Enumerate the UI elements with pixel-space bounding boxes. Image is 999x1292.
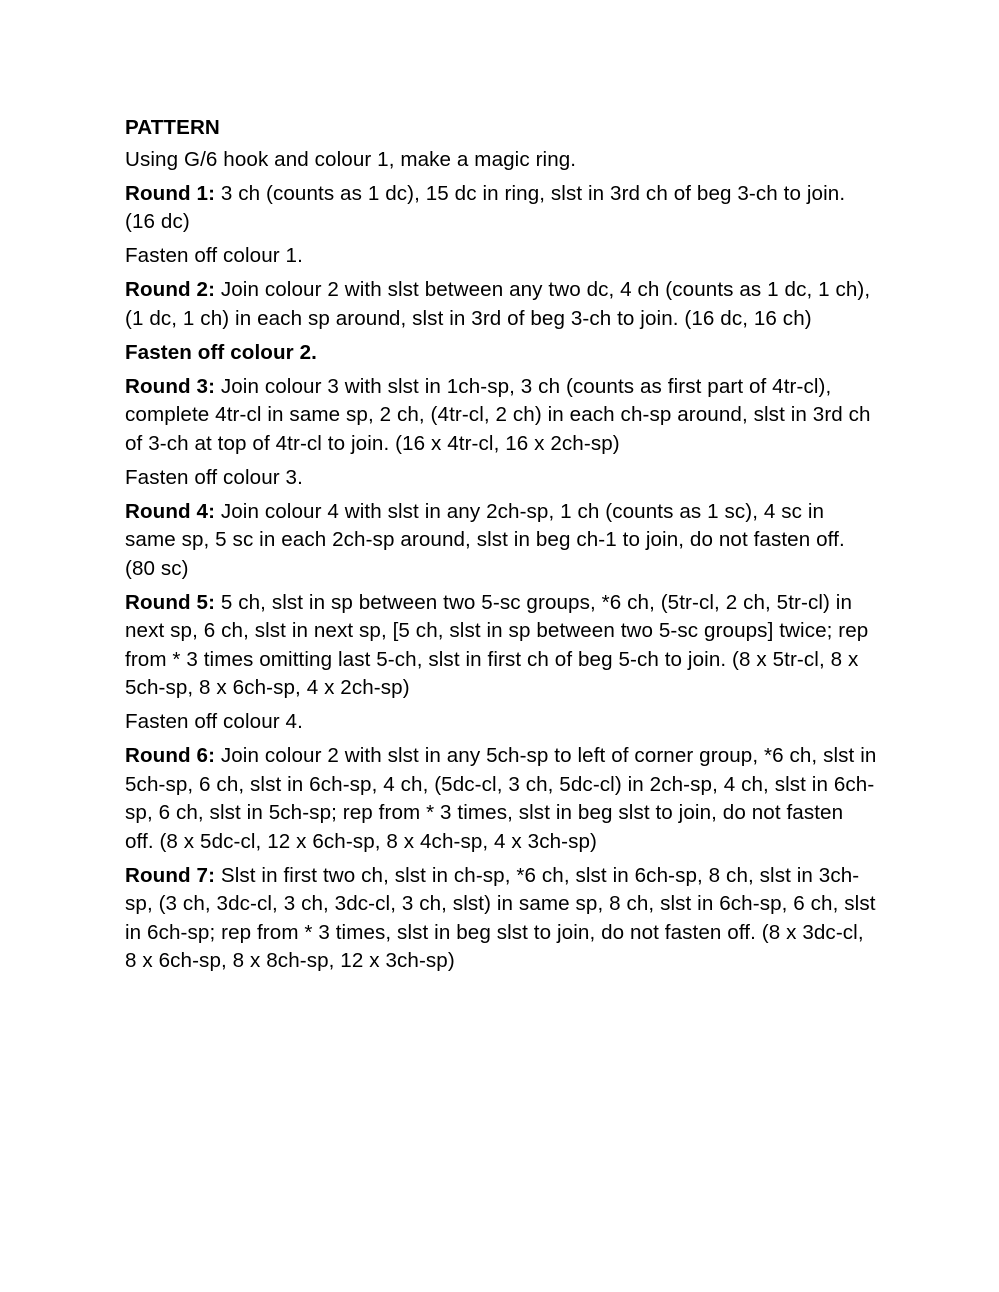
round-text: Slst in first two ch, slst in ch-sp, *6 ch, slst in 6ch-sp, 8 ch, slst in 3ch-sp, (3 ch, 3dc-cl, 3 ch, 3dc-cl, 3 ch, slst) in same sp, 8 ch, slst in 6ch-sp, 6 ch, slst in 6ch-sp; rep from * 3 times, slst in beg slst to join, do not fasten off. (8 x 3dc-cl, 8 x 6ch-sp, 8 x 8ch-sp, 12 x 3ch-sp) <box>125 863 876 972</box>
fasten-off-colour-2: Fasten off colour 2. <box>125 340 317 364</box>
round-label: Round 4: <box>125 499 216 523</box>
round-label: Round 7: <box>125 863 216 887</box>
round-5 <box>125 589 877 703</box>
round-text: 3 ch (counts as 1 dc), 15 dc in ring, slst in 3rd ch of beg 3-ch to join. (16 dc) <box>125 181 846 233</box>
round-text: Join colour 2 with slst between any two dc, 4 ch (counts as 1 dc, 1 ch), (1 dc, 1 ch) in each sp around, slst in 3rd of beg 3-ch to join. (16 dc, 16 ch) <box>125 278 871 330</box>
pattern-page <box>125 114 877 981</box>
round-6 <box>125 742 877 856</box>
fasten-off-colour-1: Fasten off colour 1. <box>125 244 303 267</box>
round-2 <box>125 276 877 333</box>
round-text: Join colour 3 with slst in 1ch-sp, 3 ch (counts as first part of 4tr-cl), complete 4tr-cl in same sp, 2 ch, (4tr-cl, 2 ch) in each ch-sp around, slst in 3rd ch of 3-ch at top of 4tr-cl to join. (16 x 4tr-cl, 16 x 2ch-sp) <box>125 374 871 455</box>
round-7 <box>125 862 877 976</box>
round-label: Round 1: <box>125 181 216 205</box>
round-label: Round 6: <box>125 744 216 767</box>
fasten-off-colour-3: Fasten off colour 3. <box>125 465 303 489</box>
fasten-off-colour-4: Fasten off colour 4. <box>125 710 303 733</box>
round-text: Join colour 2 with slst in any 5ch-sp to left of corner group, *6 ch, slst in 5ch-sp, 6 ch, slst in 6ch-sp, 4 ch, (5dc-cl, 3 ch, 5dc-cl) in 2ch-sp, 4 ch, slst in 6ch-sp, 6 ch, slst in 5ch-sp; rep from * 3 times, slst in beg slst to join, do not fasten off. (8 x 5dc-cl, 12 x 6ch-sp, 8 x 4ch-sp, 4 x 3ch-sp) <box>125 744 877 853</box>
pattern-heading: PATTERN <box>125 116 220 139</box>
intro-line: Using G/6 hook and colour 1, make a magic ring. <box>125 147 577 171</box>
round-text: 5 ch, slst in sp between two 5-sc groups, *6 ch, (5tr-cl, 2 ch, 5tr-cl) in next sp, 6 ch, slst in next sp, [5 ch, slst in sp between two 5-sc groups] twice; rep from * 3 times omitting last 5-ch, slst in first ch of beg 5-ch to join. (8 x 5tr-cl, 8 x 5ch-sp, 8 x 6ch-sp, 4 x 2ch-sp) <box>125 590 869 699</box>
round-label: Round 5: <box>125 590 216 614</box>
round-3 <box>125 373 877 459</box>
round-4 <box>125 498 877 584</box>
round-label: Round 2: <box>125 278 216 301</box>
round-1 <box>125 180 877 237</box>
round-text: Join colour 4 with slst in any 2ch-sp, 1 ch (counts as 1 sc), 4 sc in same sp, 5 sc in each 2ch-sp around, slst in beg ch-1 to join, do not fasten off. (80 sc) <box>125 499 845 580</box>
round-label: Round 3: <box>125 374 216 398</box>
